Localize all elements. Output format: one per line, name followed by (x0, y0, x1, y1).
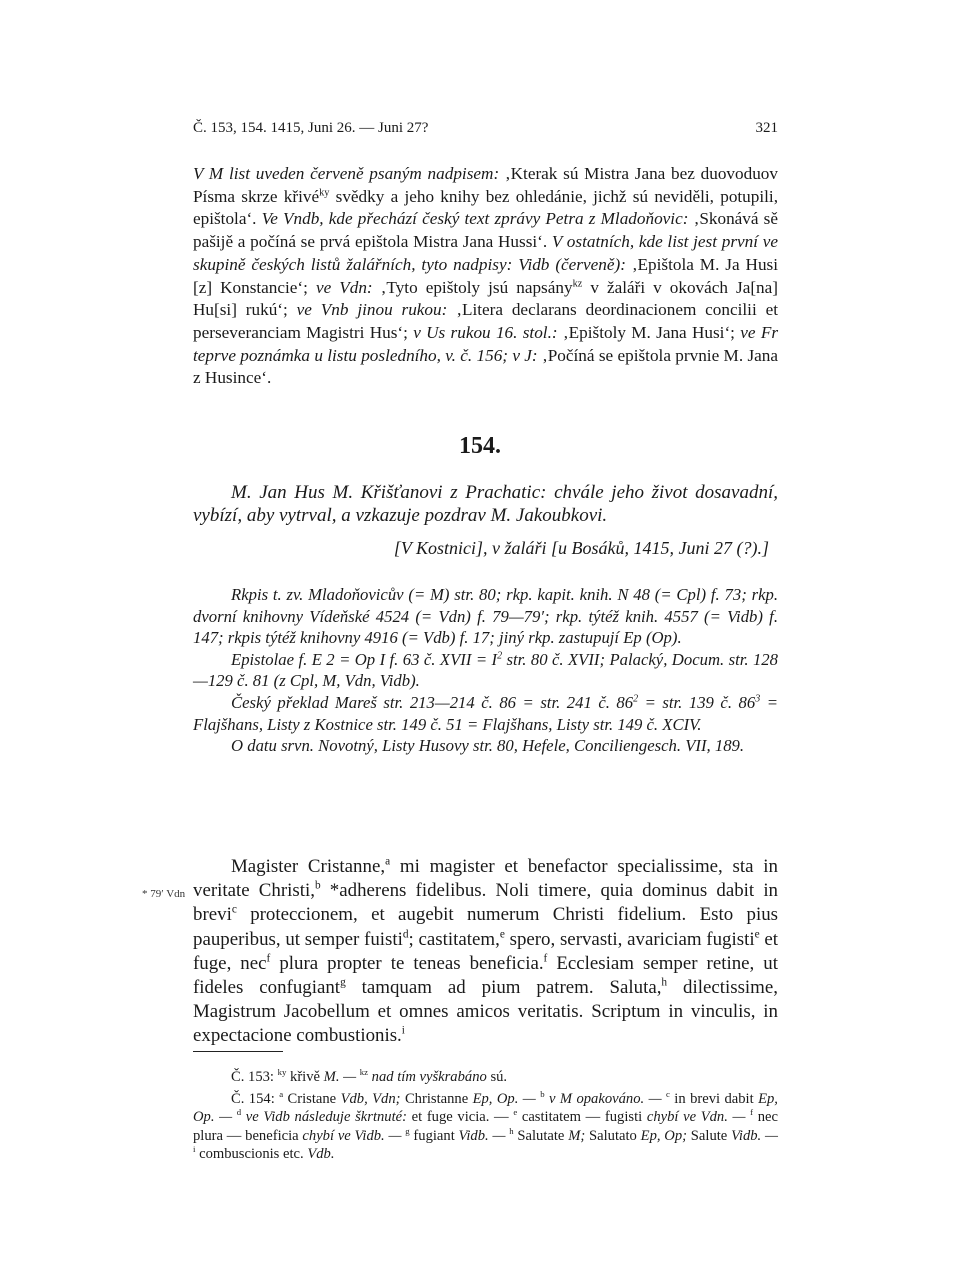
intro-text: Ve Vndb, kde přechází český text zprávy Petra z Mladoňovic: (261, 209, 689, 229)
footnote-text: křivě (286, 1069, 324, 1085)
intro-text: ‚Epištola M. Ja Husi [z] Konstancie‘; (193, 254, 779, 297)
footnote-mark: ky (277, 1067, 287, 1078)
footnote-text: M. — (323, 1069, 360, 1085)
intro-text: ve Vdn: (315, 277, 373, 297)
footnote-mark: i (401, 1025, 405, 1038)
footnote-text: fugiant (409, 1127, 459, 1144)
footnote-text: v M opakováno. — (544, 1090, 666, 1107)
intro-text: ‚Tyto epištoly jsú napsány (372, 277, 573, 297)
footnote-text: Č. 154: (231, 1090, 280, 1107)
footnote-mark: 2 (497, 650, 503, 662)
latin-text: Magister Cristanne, (231, 856, 386, 877)
latin-text: plura propter te teneas beneficia. (270, 952, 544, 974)
latin-letter-text (193, 855, 778, 1049)
footnote-mark: f (543, 952, 548, 965)
footnote-text: Vidb. — (458, 1127, 510, 1144)
footnote-mark: d (402, 928, 409, 941)
footnote-mark: f (266, 952, 271, 965)
sources-block (193, 584, 778, 757)
sources-manuscripts: Rkpis t. zv. Mladoňovicův (= M) str. 80; rkp. kapit. knih. N 48 (= Cpl) f. 73; rkp. dvorní knihovny Vídeňské 4524 (= Vdn) f. 79—79′; rkp. týtéž knih. 4557 (= Vidb) f. 147; rkpis týtéž knihovny 4916 (= Vdb) f. 17; jiný rkp. zastupují Ep (Op). (193, 585, 778, 648)
footnote-mark: kz (572, 277, 583, 289)
intro-text: ve Fr teprve poznámka u listu posledního, v. č. 156; v J: (193, 322, 779, 365)
sources-text: Český překlad Mareš str. 213—214 č. 86 = str. 241 č. 86 (231, 692, 634, 712)
intro-text: svědky a jeho knihy bez ohledánie, jichž sú neviděli, potupili, epištola‘. (193, 186, 778, 229)
footnote-mark: b (314, 879, 321, 892)
intro-paragraph (193, 163, 778, 390)
footnote-text: Č. 153: (231, 1069, 278, 1085)
latin-text: spero, servasti, avariciam fugisti (504, 928, 755, 950)
footnote-text: M; (568, 1127, 586, 1144)
intro-text: ‚Litera declarans deordinacionem concilii et perseveranciam Magistri Hus‘; (193, 300, 778, 342)
footnote-mark: i (193, 1144, 196, 1155)
footnotes (193, 1068, 778, 1164)
footnote-mark: e (754, 928, 760, 941)
footnote-text: chybí ve Vdn. — (646, 1109, 751, 1125)
footnote-mark: ky (319, 186, 330, 198)
footnote-text: Salutato (585, 1127, 641, 1144)
latin-text: ; castitatem, (408, 928, 500, 950)
footnote-text: Salutate (513, 1127, 569, 1144)
latin-body (193, 855, 778, 1049)
latin-text: *adherens fidelibus. Noli timere, quia dominus dabit in brevi (193, 880, 779, 926)
footnote-text: combuscionis etc. (195, 1146, 308, 1162)
footnote-text: Vidb. — (731, 1127, 778, 1144)
footnote-154 (193, 1090, 778, 1164)
intro-text: ‚Počíná se epištola prvnie M. Jana z Husince‘. (193, 345, 778, 388)
footnote-mark: 3 (755, 693, 761, 705)
footnote-text: Vdb, Vdn; (340, 1090, 401, 1107)
intro-text: v žaláři v okovách Ja[na] Hu[si] rukú‘; (193, 277, 778, 320)
intro-text: ve Vnb jinou rukou: (296, 300, 448, 320)
header-reference: Č. 153, 154. 1415, Juni 26. — Juni 27? (193, 120, 429, 136)
footnote-mark: f (750, 1107, 754, 1118)
footnote-text: nec plura — beneficia (193, 1109, 778, 1144)
latin-text: proteccionem, et augebit numerum Christi fidelium. Esto pius pauperibus, ut semper fuisti (193, 904, 778, 950)
footnote-mark: d (236, 1107, 242, 1118)
footnote-153 (193, 1068, 778, 1087)
footnote-mark: kz (359, 1067, 369, 1078)
intro-text: V ostatních, kde list jest první ve skupině českých listů žalářních, tyto nadpisy: Vidb (červeně): (193, 232, 778, 274)
latin-text: et fuge, nec (193, 928, 778, 974)
latin-text: Ecclesiam semper retine, ut fideles confugiant (193, 952, 778, 999)
margin-note: * 79′ Vdn (142, 888, 186, 900)
intro-text: v Us rukou 16. stol.: (413, 322, 558, 342)
footnote-text: Ep, Op; (640, 1127, 688, 1144)
footnote-text: Vdb. (307, 1146, 335, 1162)
sources-text: Epistolae f. E 2 = Op I f. 63 č. XVII = I (231, 649, 498, 669)
latin-text: dilectissime, Magistrum Jacobellum et omnes amicos veritatis. Scriptum in vinculis, in expectacione combustionis. (193, 977, 778, 1047)
intro-text: ‚Kterak sú Mistra Jana bez duovoduov Písma skrze křivé (193, 164, 778, 206)
footnote-mark: a (279, 1088, 284, 1099)
letter-title: M. Jan Hus M. Křišťanovi z Prachatic: chvále jeho život dosavadní, vybízí, aby vytrval, a vzkazuje pozdrav M. Jakoubkovi. (193, 482, 778, 526)
sources-translations (193, 692, 778, 735)
intro-text: V M list uveden červeně psaným nadpisem: (193, 164, 500, 183)
sources-editions (193, 649, 778, 692)
footnote-mark: e (513, 1107, 518, 1118)
footnote-text: castitatem — fugisti (517, 1109, 647, 1125)
footnote-mark: h (661, 976, 668, 989)
footnote-text: et fuge vicia. — (406, 1109, 514, 1125)
footnote-text: Ep, Op. — (472, 1090, 541, 1107)
footnote-text: chybí ve Vidb. — (302, 1127, 406, 1144)
footnote-rule (193, 1051, 283, 1052)
footnote-mark: e (499, 928, 505, 941)
latin-text: mi magister et benefactor specialissime, sta in veritate Christi, (193, 856, 779, 902)
footnote-text: Salute (687, 1127, 732, 1144)
footnote-text: nad tím vyškrabáno (368, 1069, 487, 1085)
footnote-mark: g (405, 1125, 410, 1136)
footnote-text: Christanne (400, 1090, 473, 1107)
footnote-mark: c (665, 1088, 670, 1099)
footnote-mark: a (385, 855, 391, 868)
footnote-text: in brevi dabit (669, 1090, 759, 1107)
letter-number: 154. (459, 433, 501, 459)
footnote-text: Cristane (283, 1090, 341, 1107)
sources-text: = str. 139 č. 86 (638, 692, 756, 712)
footnote-mark: c (231, 904, 237, 917)
footnote-mark: g (340, 976, 346, 989)
footnote-mark: b (540, 1088, 545, 1099)
footnote-mark: 2 (633, 693, 639, 705)
latin-text: tamquam ad pium patrem. Saluta, (345, 977, 662, 999)
page-number: 321 (755, 120, 778, 136)
letter-place-date: [V Kostnici], v žaláři [u Bosáků, 1415, Juni 27 (?).] (393, 538, 769, 558)
footnote-text: ve Vidb následuje škrtnuté: (241, 1109, 407, 1125)
intro-text: ‚Skonává sě pašijě a počíná se prvá epištola Mistra Jana Hussi‘. (193, 209, 778, 252)
intro-text: ‚Epištoly M. Jana Husi‘; (557, 322, 741, 342)
footnote-text: Ep, Op. — (193, 1090, 778, 1125)
sources-dating: O datu srvn. Novotný, Listy Husovy str. 80, Hefele, Conciliengesch. VII, 189. (231, 736, 745, 756)
footnote-text: sú. (486, 1069, 508, 1085)
sources-text: = Flajšhans, Listy z Kostnice str. 149 č. 51 = Flajšhans, Listy str. 149 č. XCIV. (193, 692, 778, 734)
footnote-mark: h (509, 1125, 514, 1136)
sources-text: str. 80 č. XVII; Palacký, Docum. str. 128—129 č. 81 (z Cpl, M, Vdn, Vidb). (193, 649, 778, 691)
